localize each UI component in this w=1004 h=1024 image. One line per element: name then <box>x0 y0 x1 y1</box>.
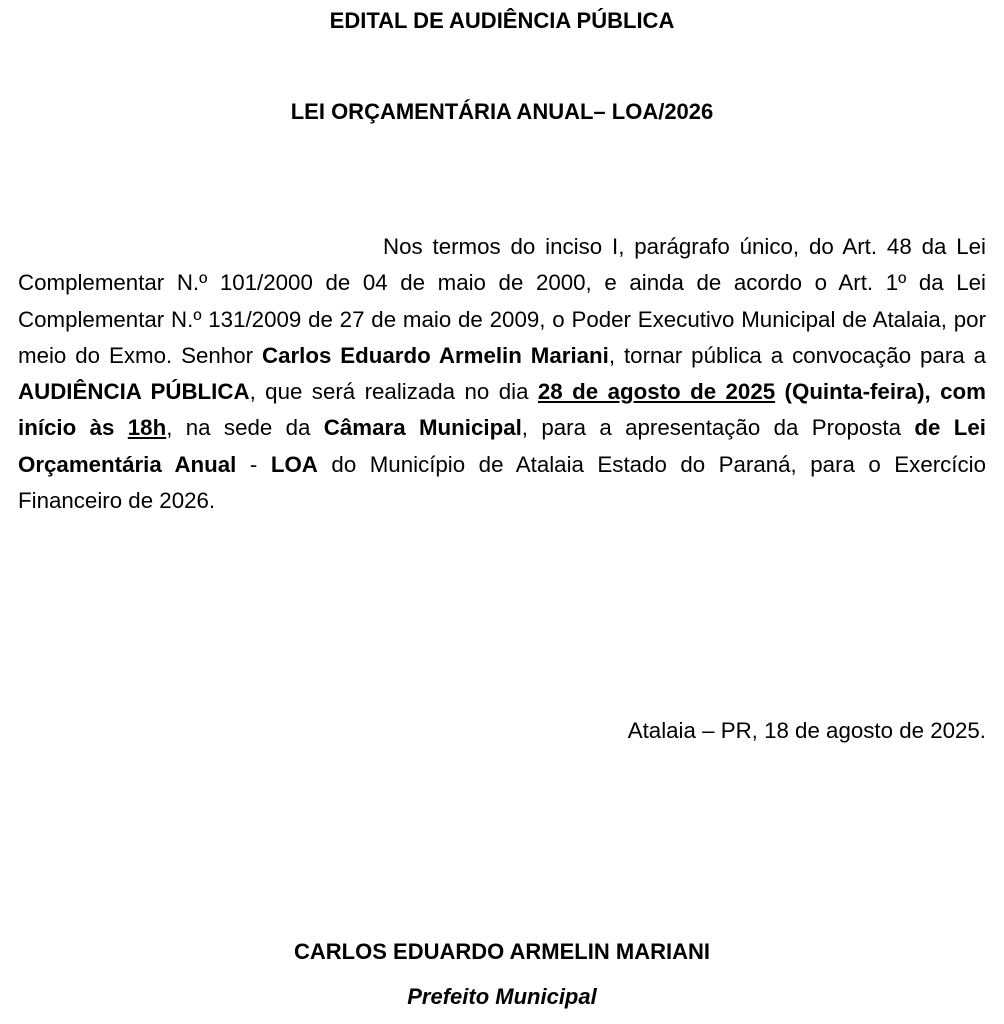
place-date: Atalaia – PR, 18 de agosto de 2025. <box>627 718 986 743</box>
signer-role: Prefeito Municipal <box>407 984 597 1009</box>
venue: Câmara Municipal <box>323 415 522 441</box>
hearing-label: AUDIÊNCIA PÚBLICA <box>18 379 250 405</box>
loa-label: LOA <box>270 451 318 477</box>
hearing-date: 28 de agosto de 2025 <box>537 379 776 405</box>
body-text-5: , para a apresentação da Proposta <box>521 415 915 441</box>
body-text-6: do Município de Atalaia Estado do Paraná, para o Exercício Financeiro de 2026. <box>18 451 986 514</box>
mayor-name: Carlos Eduardo Armelin Mariani <box>261 342 609 368</box>
weekday-time-prefix: (Quinta-feira), com início às <box>18 379 986 441</box>
body-text-1: Nos termos do inciso I, parágrafo único, do Art. 48 da Lei Complementar N.º 101/2000 de 04 de maio de 2000, e ainda de acordo o Art. 1º da Lei Complementar N.º 131/2009 de 27 de maio de 2009, o Poder Executivo Municipal de Atalaia, por meio do Exmo. Senhor <box>18 234 986 368</box>
body-text-3: , que será realizada no dia <box>249 379 538 405</box>
document-title: EDITAL DE AUDIÊNCIA PÚBLICA <box>329 8 675 33</box>
proposal-name: de Lei Orçamentária Anual <box>18 415 986 477</box>
notice-body <box>18 229 986 519</box>
body-text-2: , tornar pública a convocação para a <box>608 342 987 368</box>
hearing-time: 18h <box>127 415 167 441</box>
dash-separator: - <box>236 451 271 477</box>
body-text-4: , na sede da <box>166 415 324 441</box>
document-subtitle: LEI ORÇAMENTÁRIA ANUAL– LOA/2026 <box>290 99 714 124</box>
signer-name: CARLOS EDUARDO ARMELIN MARIANI <box>294 939 710 964</box>
